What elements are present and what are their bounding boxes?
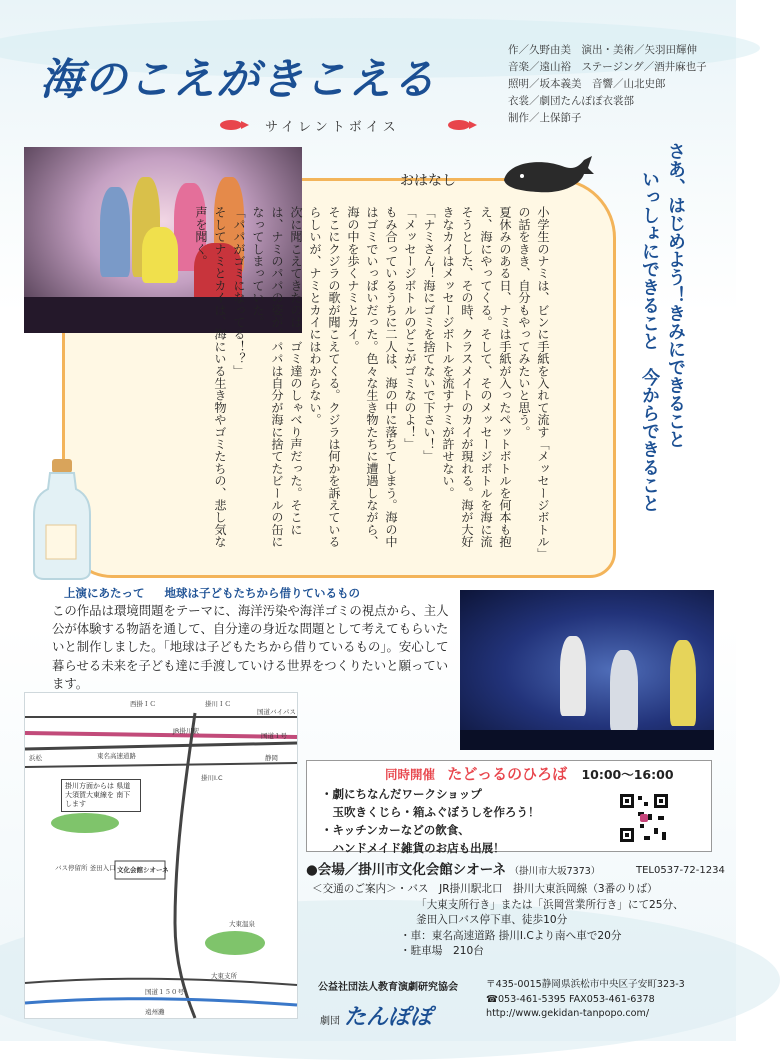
map-venue-label: 文化会館シオーネ: [117, 866, 169, 874]
access-guide: [312, 882, 684, 960]
access-line: ・駐車場 210台: [400, 945, 484, 958]
map-note: 掛川方面からは 県道大須賀大東線を 南下します: [61, 779, 141, 812]
map-label: バス停留所 釜田入口: [55, 864, 116, 872]
story-paragraph: 「メッセージボトルのどこがゴミなのよ！」: [403, 206, 417, 450]
event-header: [327, 763, 674, 784]
story-label: おはなし: [400, 173, 456, 189]
story-paragraph: 次に聞こえてきたのは、ゴミ達のしゃべり声だった。そこには、ナミのパパの姿が。パパは自分が海に捨てたビールの缶になってしまっていた。: [251, 206, 303, 548]
credit-line: 制作／上保節子: [508, 112, 582, 124]
map-label: 静岡: [265, 754, 278, 762]
section-heading: [64, 585, 360, 601]
whale-icon: [500, 152, 596, 198]
event-name: たどっるのひろば: [447, 765, 568, 783]
logo-prefix: 劇団: [320, 1016, 340, 1027]
map-label: 国道１５０号: [145, 988, 184, 996]
event-item: 玉吹きくじら・箱ふぐぼうしを作ろう！: [321, 805, 540, 819]
phone-fax: ☎053-461-5395 FAX053-461-6378: [486, 993, 655, 1005]
map-label: 大東温泉: [229, 920, 255, 928]
access-line: ＜交通のご案内＞・バス JR掛川駅北口 掛川大東浜岡線（3番のりば）: [312, 883, 658, 895]
story-paragraph: もみ合っているうちに二人は、海の中に落ちてしまう。海の中はゴミでいっぱいだった。色々な生き物たちに遭遇しながら、海の中を歩くナミとカイ。: [346, 206, 398, 548]
access-line: ・車：東名高速道路 掛川I.Cより南へ車で20分: [400, 929, 622, 942]
qr-code[interactable]: [618, 792, 670, 844]
slogan-line: さあ、はじめよう！きみにできること: [665, 142, 686, 448]
map-roads: [25, 693, 297, 1018]
story-paragraph: 「パパがゴミになってる！？」: [232, 206, 246, 377]
access-line: 釜田入口バス停下車、徒歩10分: [416, 914, 568, 927]
section-subtitle: 地球は子どもたちから借りているもの: [164, 586, 361, 600]
section-body: この作品は環境問題をテーマに、海洋汚染や海洋ゴミの視点から、主人公が体験する物語を通して、自分達の身近な問題として考えてもらいたいと制作しました。「地球は子どもたちから借りているもの」。安心して暮らせる未来を子ども達に手渡していける世界をつくりたいと願っています。: [52, 603, 449, 691]
map-label: 大東支所: [211, 972, 237, 980]
map-label: 掛川ＩＣ: [205, 700, 231, 708]
event-item: ・キッチンカーなどの飲食、: [321, 823, 470, 837]
event-label: 同時開催: [385, 767, 436, 782]
map-label: 西掛ＩＣ: [130, 700, 156, 708]
contact-info: [486, 978, 685, 1022]
postal-address: 〒435-0015静岡県浜松市中央区子安町323-3: [486, 979, 685, 990]
play-subtitle: サイレントボイス: [265, 120, 400, 135]
venue-address: （掛川市大坂7373）: [509, 866, 601, 877]
story-paragraph: 「ナミさん！海にゴミを捨てないで下さい！」: [422, 206, 436, 463]
event-items: [321, 785, 540, 857]
story-paragraph: 小学生のナミは、ビンに手紙を入れて流す「メッセージボトル」の話をきき、自分もやってみたいと思う。: [517, 206, 550, 554]
event-time: 10:00〜16:00: [581, 767, 674, 782]
red-fish-icon: [448, 120, 470, 130]
slogan-line: いっしょにできること 今からできること: [639, 170, 660, 512]
company-logo: [320, 1000, 432, 1031]
map-label: 浜松: [29, 754, 42, 762]
map-label: 遠州灘: [145, 1008, 165, 1016]
credit-line: 衣裳／劇団たんぽぽ衣裳部: [508, 95, 634, 107]
website-link[interactable]: http://www.gekidan-tanpopo.com/: [486, 1008, 650, 1019]
message-bottle-icon: [30, 455, 94, 580]
access-map: [24, 692, 298, 1019]
stage-photo: [460, 590, 714, 750]
credit-line: 照明／坂本義美 音響／山北史郎: [508, 78, 666, 90]
access-line: 「大東支所行き」または「浜岡営業所行き」にて25分、: [416, 898, 684, 911]
venue-phone: TEL0537-72-1234: [636, 865, 725, 876]
map-label: 国道１号: [261, 732, 287, 740]
credit-line: 音楽／遠山裕 ステージング／酒井麻也子: [508, 61, 707, 73]
organization-name: 公益社団法人教育演劇研究協会: [318, 982, 458, 993]
event-item: ・劇にちなんだワークショップ: [321, 787, 482, 801]
map-label: 掛川I.C: [201, 774, 223, 782]
credit-line: 作／久野由美 演出・美術／矢羽田輝伸: [508, 44, 697, 56]
section-title: 上演にあたって: [64, 586, 145, 600]
story-paragraph: 夏休みのある日、ナミは手紙が入ったペットボトルを何本も抱え、海にやってくる。そして、そのメッセージボトルを海に流そうとした、その時、クラスメイトのカイが現れる。海が大好きなカイはメッセージボトルを流すナミが許せない。: [441, 206, 512, 548]
venue-info: [306, 862, 726, 880]
red-fish-icon: [220, 120, 242, 130]
play-title: 海のこえがきこえる: [40, 55, 436, 105]
map-label: 国道バイパス: [257, 708, 296, 716]
story-paragraph: そこにクジラの歌が聞こえてくる。クジラは何かを訴えているらしいが、ナミとカイにはわからない。: [308, 206, 341, 548]
credits: [508, 42, 707, 127]
event-item: ハンドメイド雑貨のお店も出展！: [321, 841, 505, 855]
venue-name: ●会場／掛川市文化会館シオーネ: [306, 862, 507, 878]
logo-text: たんぽぽ: [344, 1005, 433, 1030]
story-text: [194, 206, 552, 558]
map-label: 東名高速道路: [97, 752, 136, 760]
story-paragraph: そしてナミとカイは、海にいる生き物やゴミたちの、悲し気な声を聞く。: [194, 206, 227, 548]
slogan: [636, 142, 688, 512]
map-label: JR掛川駅: [173, 727, 199, 735]
